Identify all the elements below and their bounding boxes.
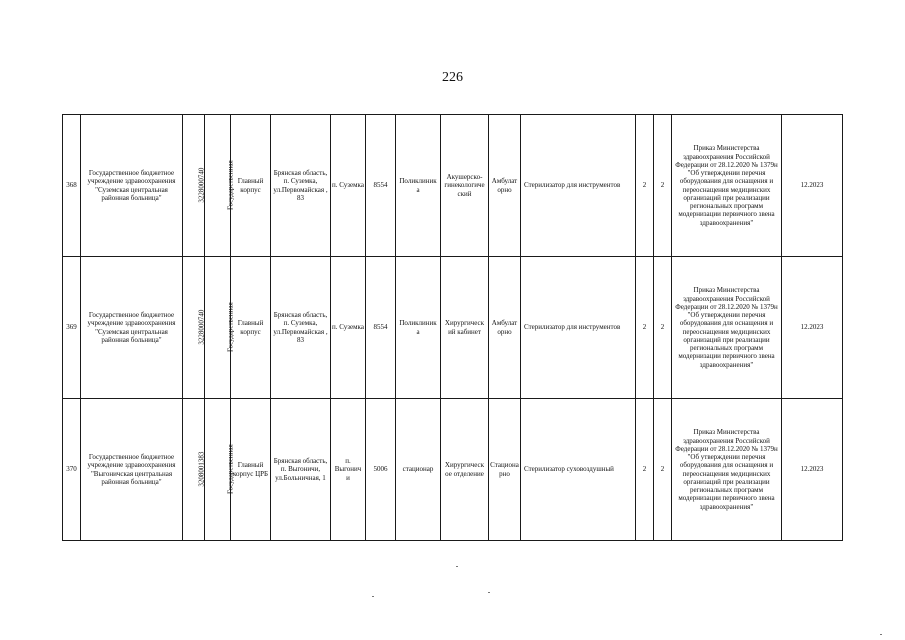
ownership-cell <box>205 115 235 257</box>
row-number: 368 <box>63 115 81 257</box>
inn-value: 3208001383 <box>197 452 206 487</box>
row-number: 369 <box>63 257 81 399</box>
page-number: 226 <box>442 70 463 85</box>
building-name: Главный корпус <box>231 115 271 257</box>
row-number: 370 <box>63 399 81 541</box>
inn-value: 3228000740 <box>197 168 206 203</box>
unit-type: Поликлиник а <box>396 257 441 399</box>
settlement: п. Суземка <box>331 257 366 399</box>
department: Хирургическ ое отделение <box>441 399 489 541</box>
ownership-value: Государственная <box>226 444 235 495</box>
facility-code: 8554 <box>366 115 396 257</box>
inn-value: 3228000740 <box>197 310 206 345</box>
delivery-date: 12.2023 <box>782 399 843 541</box>
building-name: Главный корпус ЦРБ <box>231 399 271 541</box>
scan-speck <box>488 592 490 593</box>
organization-name: Государственное бюджетное учреждение здравоохранения "Суземская центральная районная больница" <box>81 115 183 257</box>
quantity-required: 2 <box>654 115 672 257</box>
legal-basis: Приказ Министерства здравоохранения Российской Федерации от 28.12.2020 № 1379н "Об утверждении перечня оборудования для оснащения и переоснащения медицинских организаций при реализации региональных программ модернизации первичного звена здравоохранения" <box>672 257 782 399</box>
equipment-register-table <box>62 114 843 541</box>
care-form: Амбулат орно <box>489 257 521 399</box>
equipment-name: Стерилизатор суховоздушный <box>521 399 636 541</box>
organization-name: Государственное бюджетное учреждение здравоохранения "Суземская центральная районная больница" <box>81 257 183 399</box>
quantity-planned: 2 <box>636 399 654 541</box>
delivery-date: 12.2023 <box>782 115 843 257</box>
scan-speck <box>456 566 458 567</box>
building-name: Главный корпус <box>231 257 271 399</box>
inn-cell <box>183 257 205 399</box>
department: Хирургическ ий кабинет <box>441 257 489 399</box>
inn-cell <box>183 399 205 541</box>
legal-basis: Приказ Министерства здравоохранения Российской Федерации от 28.12.2020 № 1379н "Об утверждении перечня оборудования для оснащения и переоснащения медицинских организаций при реализации региональных программ модернизации первичного звена здравоохранения" <box>672 399 782 541</box>
quantity-required: 2 <box>654 399 672 541</box>
ownership-cell <box>205 257 235 399</box>
legal-basis: Приказ Министерства здравоохранения Российской Федерации от 28.12.2020 № 1379н "Об утверждении перечня оборудования для оснащения и переоснащения медицинских организаций при реализации региональных программ модернизации первичного звена здравоохранения" <box>672 115 782 257</box>
equipment-name: Стерилизатор для инструментов <box>521 257 636 399</box>
care-form: Стациона рно <box>489 399 521 541</box>
organization-name: Государственное бюджетное учреждение здравоохранения "Выгоничская центральная районная больница" <box>81 399 183 541</box>
scan-speck <box>372 596 374 597</box>
quantity-planned: 2 <box>636 115 654 257</box>
scan-speck <box>880 634 882 635</box>
ownership-value: Государственная <box>226 302 235 353</box>
settlement: п. Выгонич и <box>331 399 366 541</box>
quantity-planned: 2 <box>636 257 654 399</box>
delivery-date: 12.2023 <box>782 257 843 399</box>
quantity-required: 2 <box>654 257 672 399</box>
inn-cell <box>183 115 205 257</box>
unit-type: Поликлиник а <box>396 115 441 257</box>
ownership-value: Государственная <box>226 160 235 211</box>
address: Брянская область, п. Выгоничи, ул.Больничная, 1 <box>271 399 331 541</box>
care-form: Амбулат орно <box>489 115 521 257</box>
facility-code: 8554 <box>366 257 396 399</box>
unit-type: стационар <box>396 399 441 541</box>
table-row <box>63 399 843 541</box>
equipment-name: Стерилизатор для инструментов <box>521 115 636 257</box>
department: Акушерско-гинекологиче ский <box>441 115 489 257</box>
table-row <box>63 115 843 257</box>
address: Брянская область, п. Суземка, ул.Первомайская , 83 <box>271 115 331 257</box>
ownership-cell <box>205 399 235 541</box>
facility-code: 5006 <box>366 399 396 541</box>
table-row <box>63 257 843 399</box>
settlement: п. Суземка <box>331 115 366 257</box>
address: Брянская область, п. Суземка, ул.Первомайская , 83 <box>271 257 331 399</box>
